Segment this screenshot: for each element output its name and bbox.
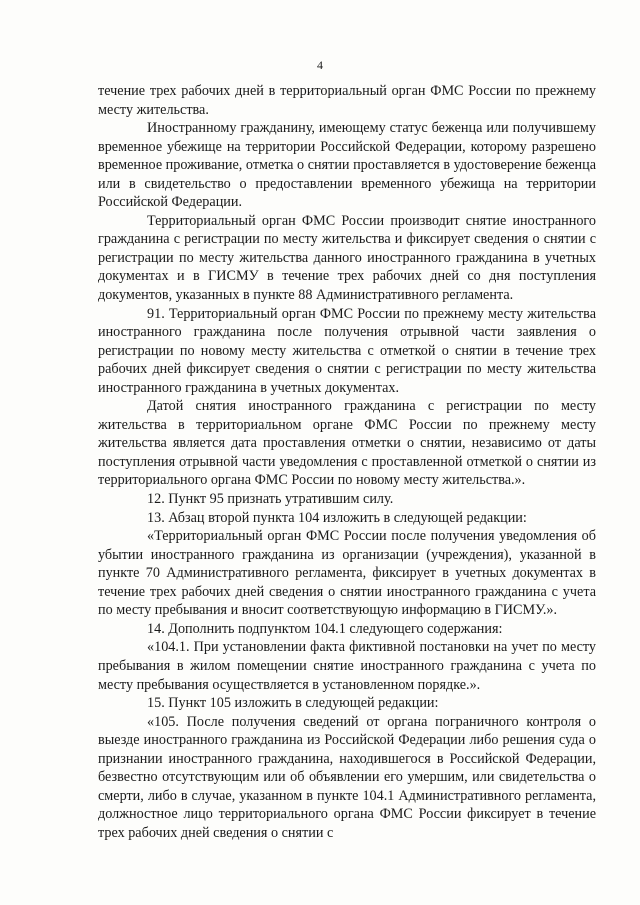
paragraph: 13. Абзац второй пункта 104 изложить в следующей редакции: bbox=[147, 509, 527, 526]
paragraph: 14. Дополнить подпунктом 104.1 следующего содержания: bbox=[147, 620, 503, 637]
paragraph: течение трех рабочих дней в территориальный орган ФМС России по прежнему месту жительства. bbox=[98, 83, 596, 118]
paragraph: 15. Пункт 105 изложить в следующей редакции: bbox=[147, 695, 439, 712]
paragraph: Территориальный орган ФМС России производит снятие иностранного гражданина с регистрации по месту жительства и фиксирует сведения о снятии с регистрации по месту жительства данного иностранного гражданина в учетных документах и в ГИСМУ в течение трех рабочих дней со дня поступления документов, указанных в пункте 88 Административного регламента. bbox=[98, 212, 596, 304]
paragraph: Датой снятия иностранного гражданина с регистрации по месту жительства в территориальном органе ФМС России по прежнему месту жительства является дата проставления отметки о снятии, независимо от даты поступления отрывной части уведомления с проставленной отметкой о снятии из территориального органа ФМС России по новому месту жительства.». bbox=[98, 398, 596, 489]
paragraph: «105. После получения сведений от органа пограничного контроля о выезде иностранного гражданина из Российской Федерации либо решения суда о признании иностранного гражданина, находившегося в Российской Федерации, безвестно отсутствующим или об объявлении его умершим, или свидетельства о смерти, либо в случае, указанном в пункте 104.1 Административного регламента, должностное лицо территориального органа ФМС России фиксирует в течение трех рабочих дней сведения о снятии с bbox=[98, 713, 596, 841]
page-number: 4 bbox=[317, 58, 323, 72]
paragraph: «Территориальный орган ФМС России после получения уведомления об убытии иностранного гражданина из организации (учреждения), указанной в пункте 70 Административного регламента, фиксирует в учетных документах в течение трех рабочих дней сведения о снятии иностранного гражданина с учета по месту пребывания и вносит соответствующую информацию в ГИСМУ.». bbox=[98, 528, 596, 619]
paragraph: «104.1. При установлении факта фиктивной постановки на учет по месту пребывания в жилом помещении снятие иностранного гражданина с учета по месту пребывания осуществляется в установленном порядке.». bbox=[98, 639, 596, 693]
paragraph: Иностранному гражданину, имеющему статус беженца или получившему временное убежище на территории Российской Федерации, которому разрешено временное проживание, отметка о снятии проставляется в удостоверение беженца или в свидетельство о предоставлении временного убежища на территории Российской Федерации. bbox=[98, 120, 596, 211]
paragraph: 91. Территориальный орган ФМС России по прежнему месту жительства иностранного гражданина после получения отрывной части заявления о регистрации по новому месту жительства с отметкой о снятии в течение трех рабочих дней фиксирует сведения о снятии с регистрации по месту жительства иностранного гражданина в учетных документах. bbox=[98, 305, 596, 396]
document-body bbox=[98, 82, 596, 842]
paragraph: 12. Пункт 95 признать утратившим силу. bbox=[147, 491, 394, 508]
